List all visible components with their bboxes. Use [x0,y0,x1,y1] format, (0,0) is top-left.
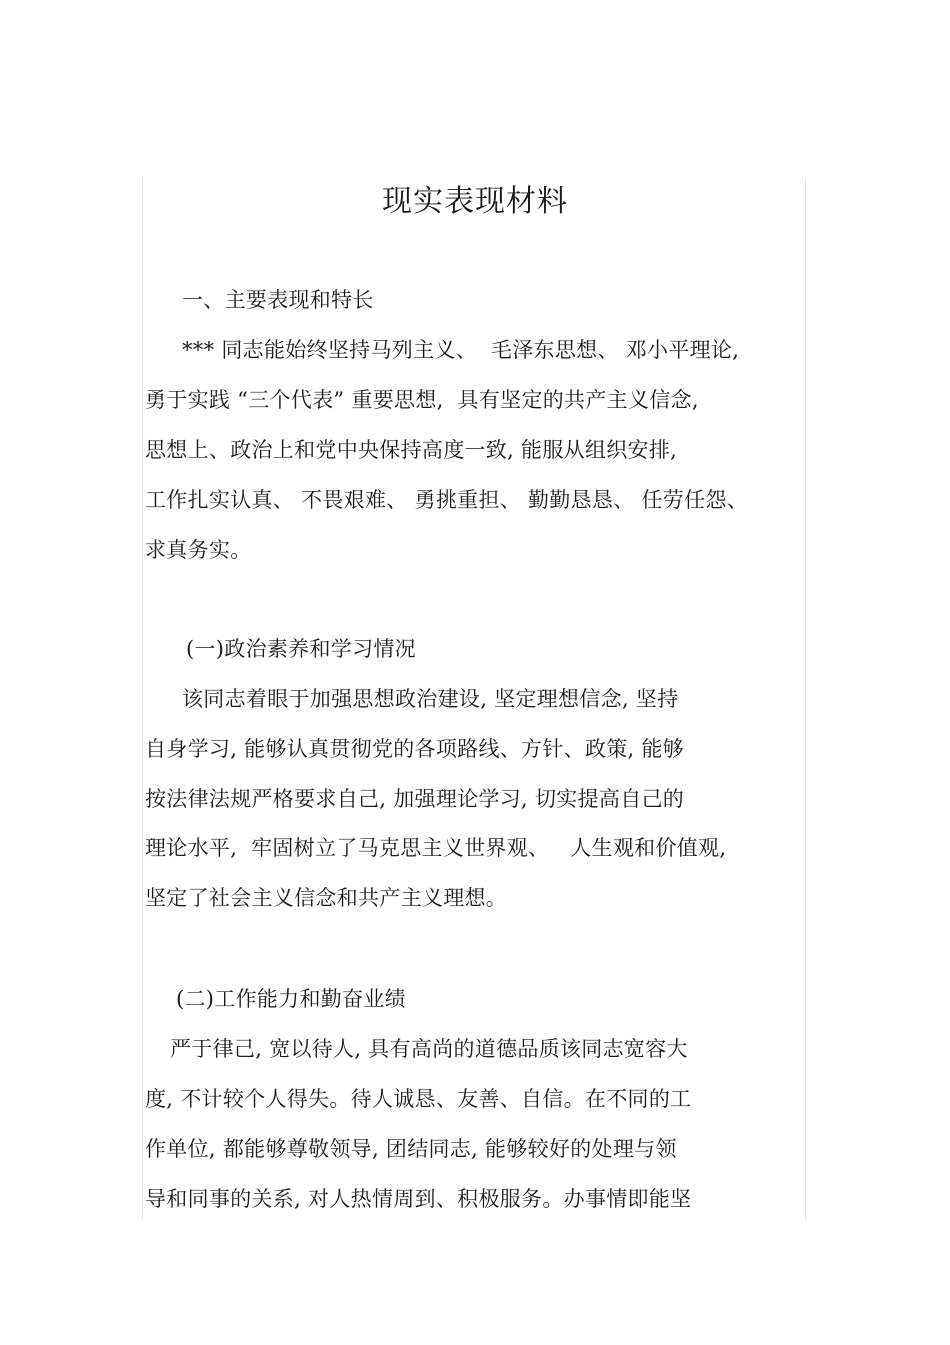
paragraph-line: 度, 不计较个人得失。待人诚恳、友善、自信。在不同的工 [145,1087,692,1111]
section-heading-work: (二)工作能力和勤奋业绩 [176,987,406,1011]
paragraph-line: 工作扎实认真、 不畏艰难、 勇挑重担、 勤勤恳恳、 任劳任怨、 [145,488,748,512]
paragraph-line: 导和同事的关系, 对人热情周到、积极服务。办事情即能坚 [145,1187,692,1211]
paragraph-line: 自身学习, 能够认真贯彻党的各项路线、方针、政策, 能够 [145,737,685,761]
paragraph-line: 该同志着眼于加强思想政治建设, 坚定理想信念, 坚持 [182,687,679,711]
paragraph-line: 思想上、政治上和党中央保持高度一致, 能服从组织安排, [145,438,678,462]
document-title: 现实表现材料 [382,184,568,219]
paragraph-line: 坚定了社会主义信念和共产主义理想。 [145,886,508,910]
section-heading-main: 一、主要表现和特长 [182,288,374,312]
paragraph-line: 按法律法规严格要求自己, 加强理论学习, 切实提高自己的 [145,787,685,811]
paragraph-line: 勇于实践 “三个代表” 重要思想, 具有坚定的共产主义信念, [145,388,699,412]
section-heading-politics: (一)政治素养和学习情况 [186,637,416,661]
paragraph-line: *** 同志能始终坚持马列主义、 毛泽东思想、 邓小平理论, [182,338,740,362]
paragraph-line: 严于律己, 宽以待人, 具有高尚的道德品质该同志宽容大 [170,1037,688,1061]
paragraph-line: 作单位, 都能够尊敬领导, 团结同志, 能够较好的处理与领 [145,1137,677,1161]
paragraph-line: 求真务实。 [145,538,252,562]
paragraph-line: 理论水平, 牢固树立了马克思主义世界观、 人生观和价值观, [145,836,727,860]
